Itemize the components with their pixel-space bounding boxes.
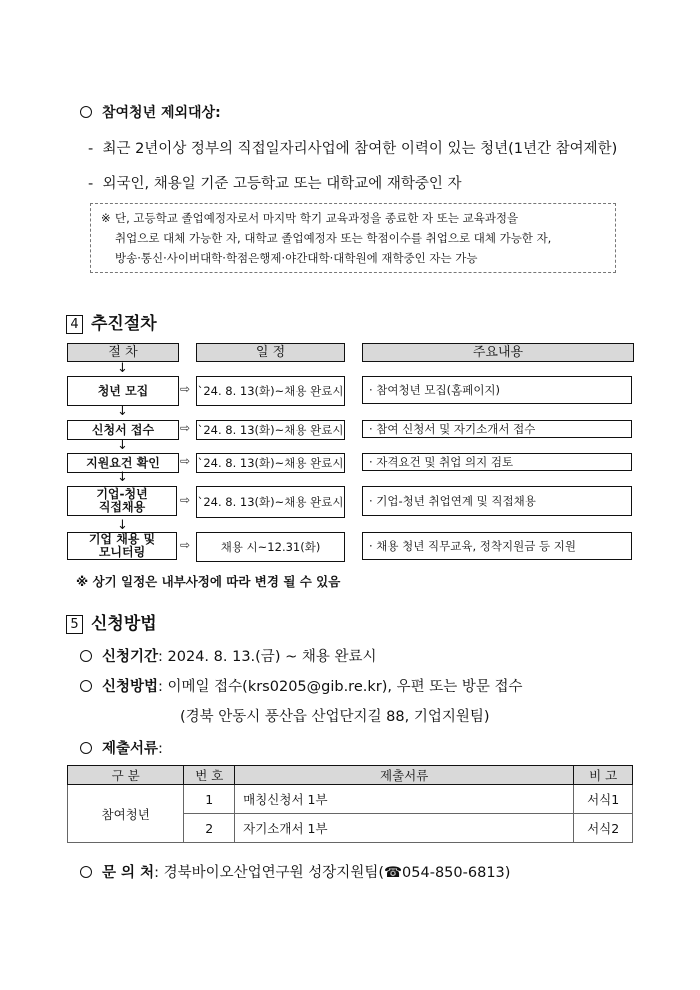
arrow-down-icon: ↓	[117, 361, 128, 376]
schedule-remark: ※ 상기 일정은 내부사정에 따라 변경 될 수 있음	[76, 574, 341, 589]
number-cell: 2	[184, 814, 235, 843]
header-content: 주요내용	[362, 343, 634, 362]
schedule-box: `24. 8. 13(화)~채용 완료시	[196, 420, 345, 440]
arrow-down-icon: ↓	[117, 518, 128, 533]
step-box: 기업 채용 및 모니터링	[67, 532, 177, 560]
circle-bullet-icon	[80, 680, 92, 692]
docs-label: 제출서류:	[80, 737, 163, 758]
arrow-right-icon: ⇨	[180, 493, 191, 507]
content-box: · 참여 신청서 및 자기소개서 접수	[362, 420, 632, 438]
exclusion-note	[90, 203, 616, 273]
section4-heading: 4 추진절차	[66, 309, 157, 334]
note-cell: 서식1	[574, 785, 633, 814]
header-step: 절 차	[67, 343, 179, 362]
note-mark: ※	[101, 211, 111, 225]
content-box: · 채용 청년 직무교육, 정착지원금 등 지원	[362, 532, 632, 560]
note-line: 단, 고등학교 졸업예정자로서 마지막 학기 교육과정을 종료한 자 또는 교육과정을	[115, 211, 519, 225]
circle-bullet-icon	[80, 650, 92, 662]
header-cell: 비 고	[574, 766, 633, 785]
content-box: · 참여청년 모집(홈페이지)	[362, 376, 632, 404]
note-cell: 서식2	[574, 814, 633, 843]
header-cell: 구 분	[68, 766, 184, 785]
schedule-box: 채용 시~12.31(화)	[196, 532, 345, 562]
arrow-down-icon: ↓	[117, 470, 128, 485]
documents-table	[67, 765, 633, 843]
circle-bullet-icon	[80, 742, 92, 754]
header-schedule: 일 정	[196, 343, 345, 362]
exclusion-title: 참여청년 제외대상:	[80, 102, 221, 122]
doc-cell: 매칭신청서 1부	[235, 785, 574, 814]
section5-heading: 5 신청방법	[66, 609, 157, 634]
apply-method: 신청방법: 이메일 접수(krs0205@gib.re.kr), 우편 또는 방문 접수	[80, 675, 522, 696]
table-row	[68, 785, 633, 814]
schedule-box: `24. 8. 13(화)~채용 완료시	[196, 453, 345, 473]
note-line: 취업으로 대체 가능한 자, 대학교 졸업예정자 또는 학점이수를 취업으로 대체 가능한 자,	[115, 231, 552, 245]
arrow-right-icon: ⇨	[180, 421, 191, 435]
content-box: · 기업-청년 취업연계 및 직접채용	[362, 486, 632, 516]
doc-cell: 자기소개서 1부	[235, 814, 574, 843]
circle-bullet-icon	[80, 866, 92, 878]
contact: 문 의 처: 경북바이오산업연구원 성장지원팀(☎054-850-6813)	[80, 861, 510, 882]
apply-period: 신청기간: 2024. 8. 13.(금) ~ 채용 완료시	[80, 645, 376, 666]
arrow-right-icon: ⇨	[180, 538, 191, 552]
arrow-right-icon: ⇨	[180, 382, 191, 396]
exclusion-item-1: - 최근 2년이상 정부의 직접일자리사업에 참여한 이력이 있는 청년(1년간 참여제한)	[88, 141, 618, 157]
schedule-box: `24. 8. 13(화)~채용 완료시	[196, 486, 345, 518]
section-number: 5	[66, 615, 83, 634]
arrow-right-icon: ⇨	[180, 454, 191, 468]
table-header-row	[68, 766, 633, 785]
content-box: · 자격요건 및 취업 의지 검토	[362, 453, 632, 471]
circle-bullet-icon	[80, 106, 92, 118]
note-line: 방송·통신·사이버대학·학점은행제·야간대학·대학원에 재학중인 자는 가능	[115, 251, 478, 265]
group-cell: 참여청년	[68, 785, 184, 843]
schedule-box: `24. 8. 13(화)~채용 완료시	[196, 376, 345, 406]
exclusion-item-2: - 외국인, 채용일 기준 고등학교 또는 대학교에 재학중인 자	[88, 176, 462, 192]
header-cell: 번 호	[184, 766, 235, 785]
step-box: 기업-청년 직접채용	[67, 486, 177, 516]
address: (경북 안동시 풍산읍 산업단지길 88, 기업지원팀)	[180, 709, 490, 725]
number-cell: 1	[184, 785, 235, 814]
step-box: 청년 모집	[67, 376, 179, 406]
header-cell: 제출서류	[235, 766, 574, 785]
arrow-down-icon: ↓	[117, 404, 128, 419]
arrow-down-icon: ↓	[117, 438, 128, 453]
section-number: 4	[66, 315, 83, 334]
step-box: 신청서 접수	[67, 420, 179, 440]
step-box: 지원요건 확인	[67, 453, 179, 473]
